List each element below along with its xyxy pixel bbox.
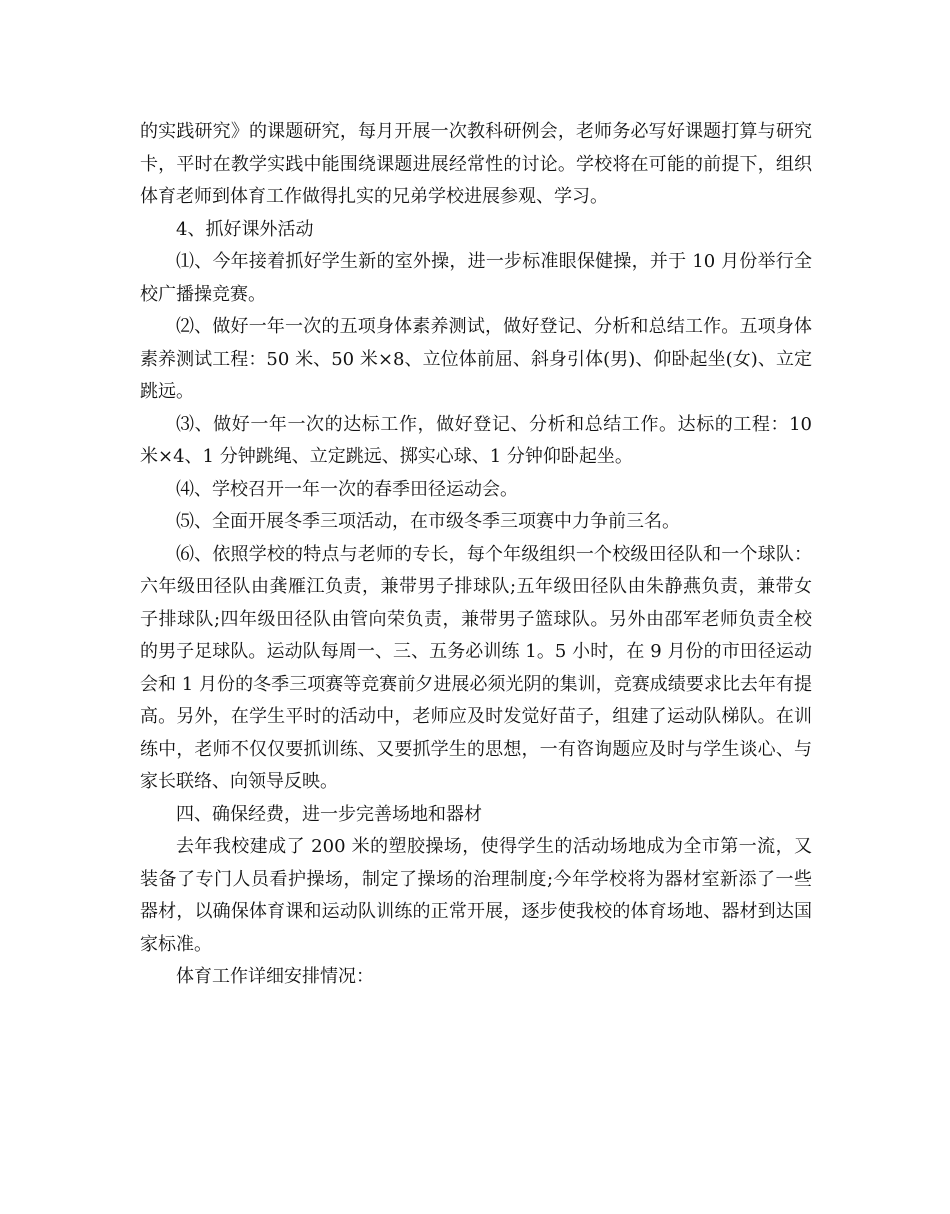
paragraph-item-6: ⑹、依照学校的特点与老师的专长，每个年级组织一个校级田径队和一个球队：六年级田径队由龚雁江负责，兼带男子排球队;五年级田径队由朱静燕负责，兼带女子排球队;四年级田径队由管向荣负责，兼带男子篮球队。另外由邵军老师负责全校的男子足球队。运动队每周一、三、五务必训练 1。5 小时，在 9 月份的市田径运动会和 1 月份的冬季三项赛等竞赛前夕进展必须光阴的集训，竞赛成绩要求比去年有提高。另外，在学生平时的活动中，老师应及时发觉好苗子，组建了运动队梯队。在训练中，老师不仅仅要抓训练、又要抓学生的思想，一有咨询题应及时与学生谈心、与家长联络、向领导反映。 [140, 543, 812, 792]
heading-funding-facilities: 四、确保经费，进一步完善场地和器材 [176, 803, 482, 825]
paragraph-item-4: ⑷、学校召开一年一次的春季田径运动会。 [176, 478, 518, 500]
heading-extracurricular-activities: 4、抓好课外活动 [176, 218, 314, 240]
paragraph-item-3: ⑶、做好一年一次的达标工作，做好登记、分析和总结工作。达标的工程：10 米×4、1 分钟跳绳、立定跳远、掷实心球、1 分钟仰卧起坐。 [140, 413, 812, 467]
paragraph-schedule-intro: 体育工作详细安排情况： [176, 966, 374, 987]
paragraph-research-continuation: 的实践研究》的课题研究，每月开展一次教科研例会，老师务必写好课题打算与研究卡，平时在教学实践中能围绕课题进展经常性的讨论。学校将在可能的前提下，组织体育老师到体育工作做得扎实的兄弟学校进展参观、学习。 [140, 121, 812, 207]
paragraph-facilities: 去年我校建成了 200 米的塑胶操场，使得学生的活动场地成为全市第一流，又装备了专门人员看护操场，制定了操场的治理制度;今年学校将为器材室新添了一些器材，以确保体育课和运动队训练的正常开展，逐步使我校的体育场地、器材到达国家标准。 [140, 836, 812, 955]
paragraph-item-1: ⑴、今年接着抓好学生新的室外操，进一步标准眼保健操，并于 10 月份举行全校广播操竞赛。 [140, 251, 812, 305]
paragraph-item-5: ⑸、全面开展冬季三项活动，在市级冬季三项赛中力争前三名。 [176, 511, 680, 532]
document-body [140, 116, 812, 994]
paragraph-item-2: ⑵、做好一年一次的五项身体素养测试，做好登记、分析和总结工作。五项身体素养测试工程：50 米、50 米×8、立位体前屈、斜身引体(男)、仰卧起坐(女)、立定跳远。 [140, 316, 812, 402]
